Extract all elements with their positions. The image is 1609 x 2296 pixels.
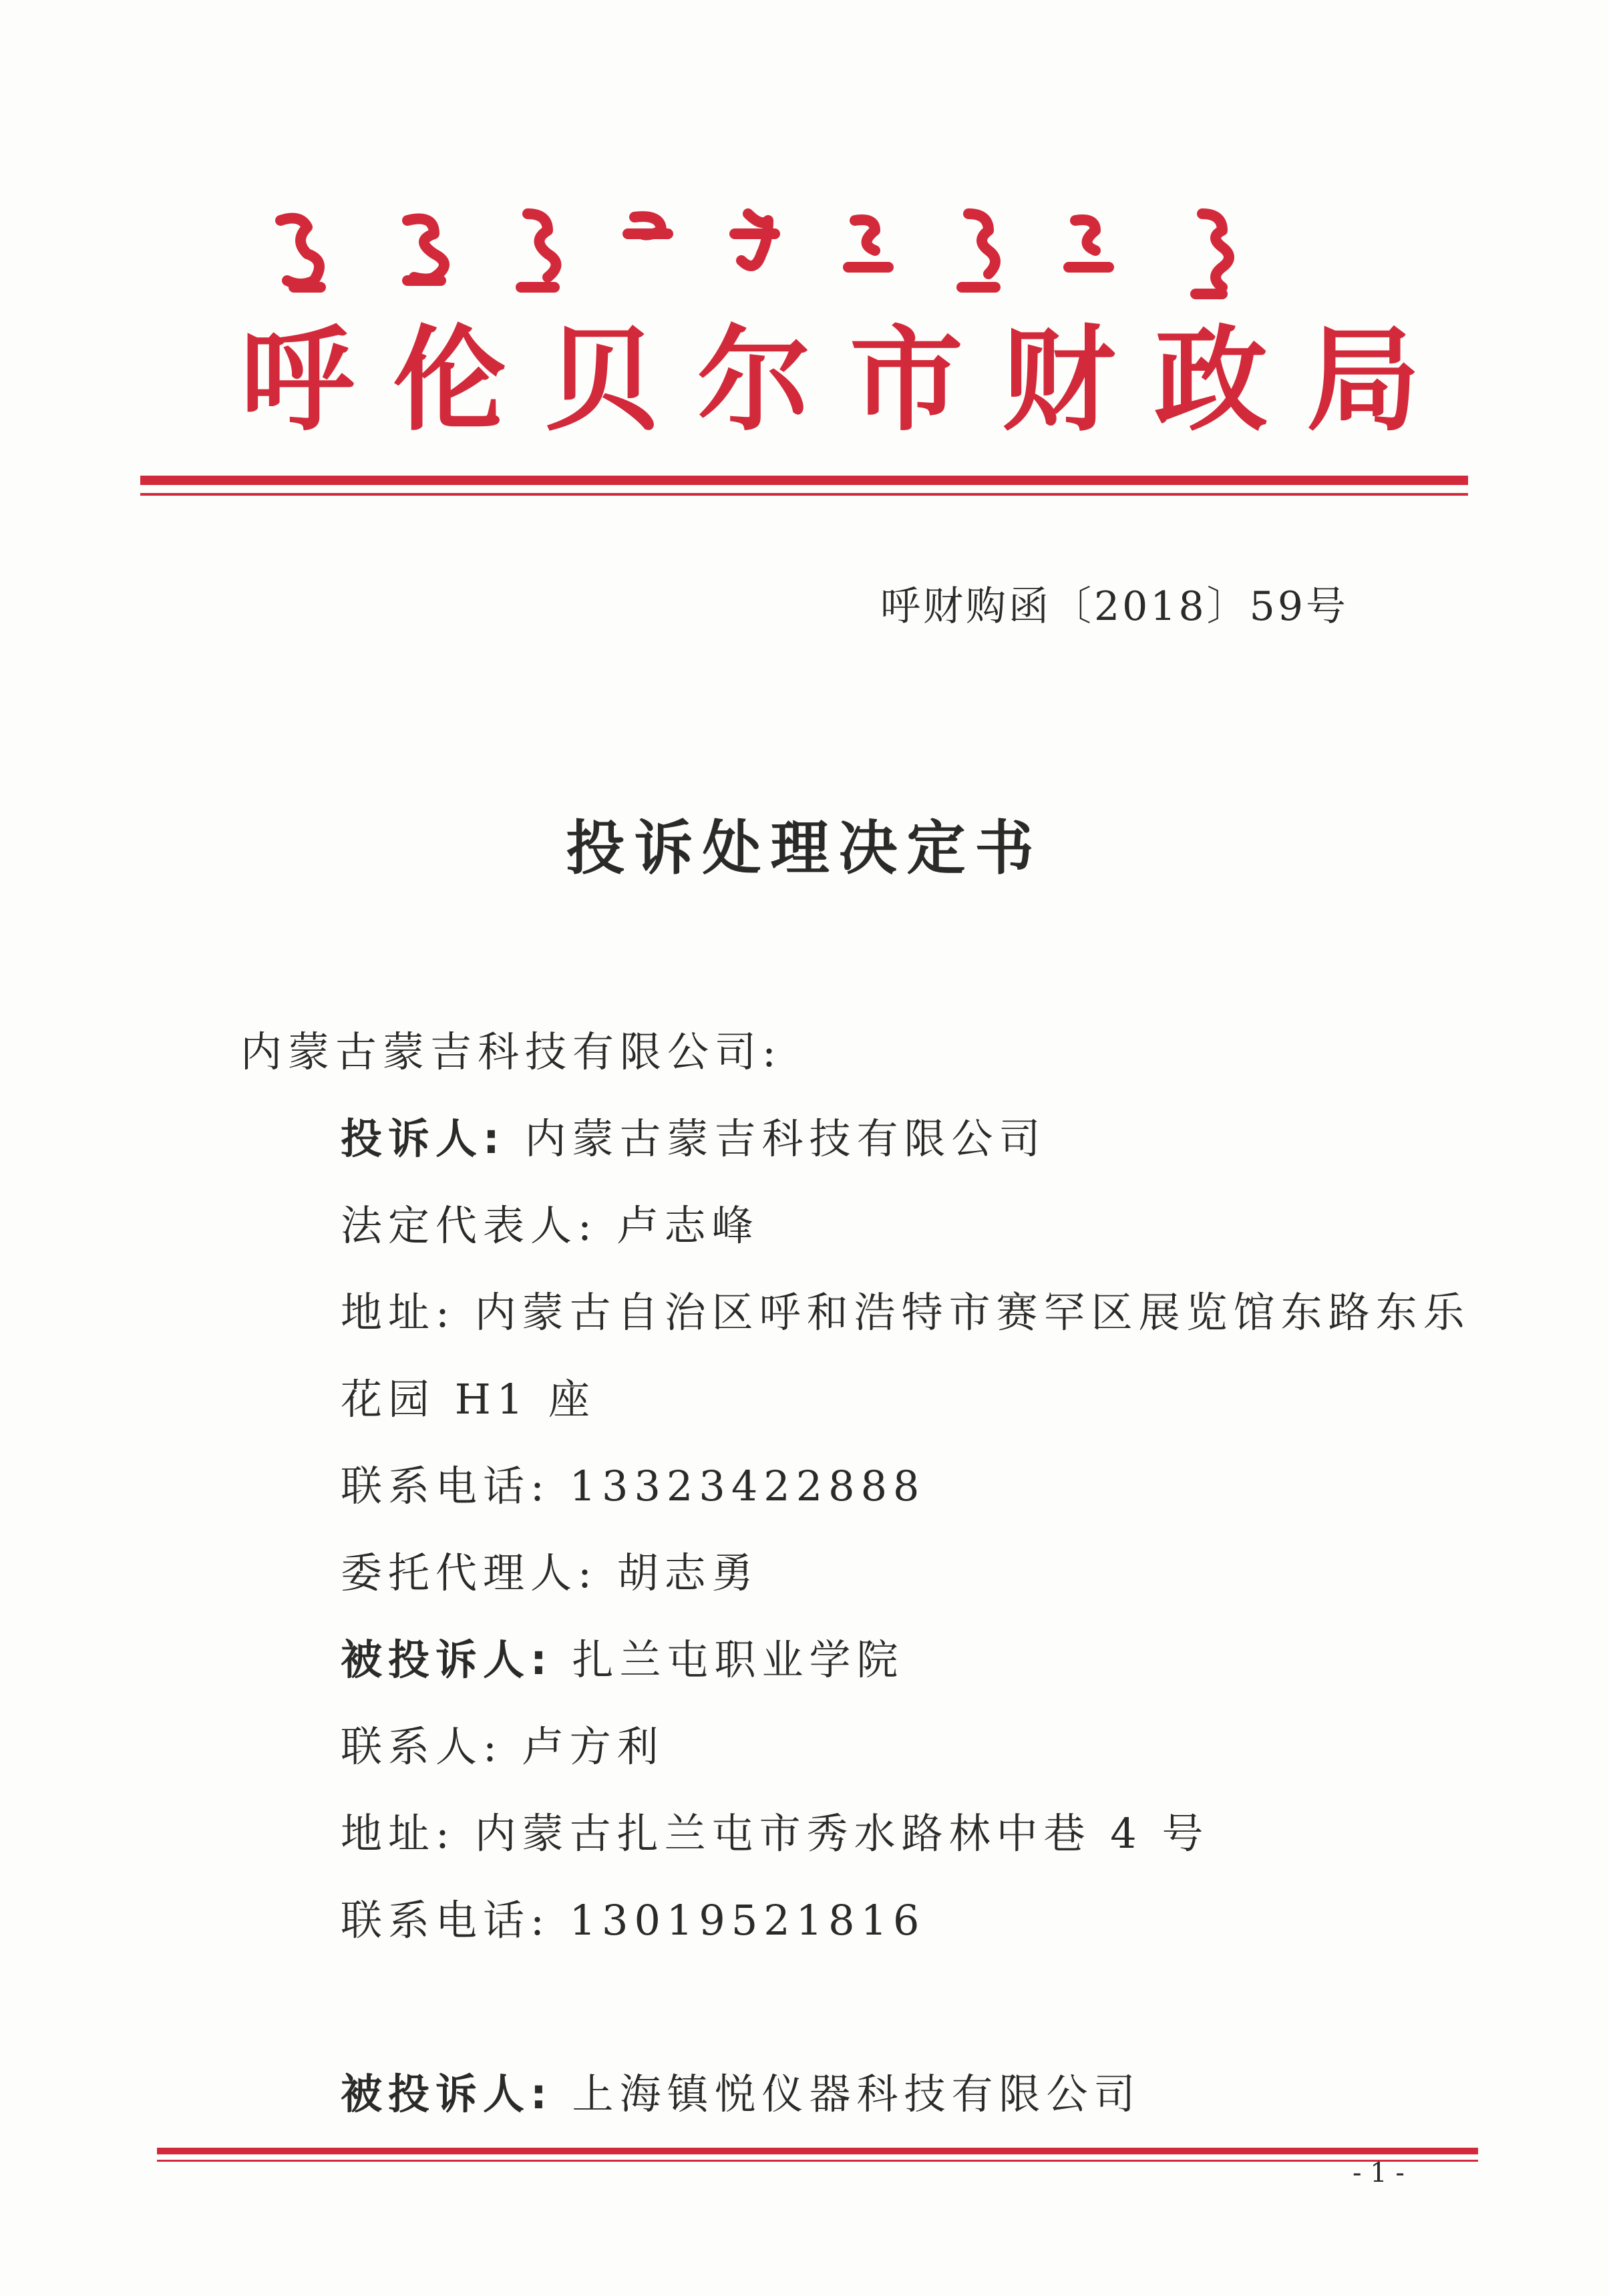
phone-2-line: 联系电话: 13019521816 xyxy=(341,1896,926,1945)
footer-rule-thin xyxy=(157,2160,1478,2162)
contact-1-line: 联系人: 卢方利 xyxy=(341,1722,665,1771)
respondent-1-value: 扎兰屯职业学院 xyxy=(572,1635,904,1684)
agent-line: 委托代理人: 胡志勇 xyxy=(341,1548,759,1597)
page-number: - 1 - xyxy=(1353,2158,1405,2188)
complainant-label: 投诉人: xyxy=(341,1114,506,1163)
respondent-1-line xyxy=(341,1630,904,1690)
address-line-1: 地址: 内蒙古自治区呼和浩特市赛罕区展览馆东路东乐 xyxy=(341,1288,1471,1337)
respondent-1-label: 被投诉人: xyxy=(341,1635,553,1684)
complainant-line xyxy=(341,1109,1047,1169)
address-line-2: 花园 H1 座 xyxy=(341,1375,596,1424)
phone-line: 联系电话: 13323422888 xyxy=(341,1462,926,1510)
letterhead-rule-thin xyxy=(140,493,1468,496)
mongolian-letterhead xyxy=(254,194,1349,301)
legal-representative: 法定代表人: 卢志峰 xyxy=(341,1201,759,1250)
issuing-authority-title: 呼伦贝尔市财政局 xyxy=(240,315,1459,447)
footer-rule-thick xyxy=(157,2148,1478,2154)
document-title: 投诉处理决定书 xyxy=(566,814,1043,882)
letterhead-rule-thick xyxy=(140,476,1468,485)
respondent-2-line xyxy=(341,2064,1141,2124)
complainant-value: 内蒙古蒙吉科技有限公司 xyxy=(524,1114,1047,1163)
addressee: 内蒙古蒙吉科技有限公司: xyxy=(240,1027,782,1076)
document-number: 呼财购函〔2018〕59号 xyxy=(880,583,1349,630)
address-2-line: 地址: 内蒙古扎兰屯市秀水路林中巷 4 号 xyxy=(341,1809,1210,1858)
respondent-2-label: 被投诉人: xyxy=(341,2070,553,2118)
respondent-2-value: 上海镇悦仪器科技有限公司 xyxy=(572,2070,1141,2118)
